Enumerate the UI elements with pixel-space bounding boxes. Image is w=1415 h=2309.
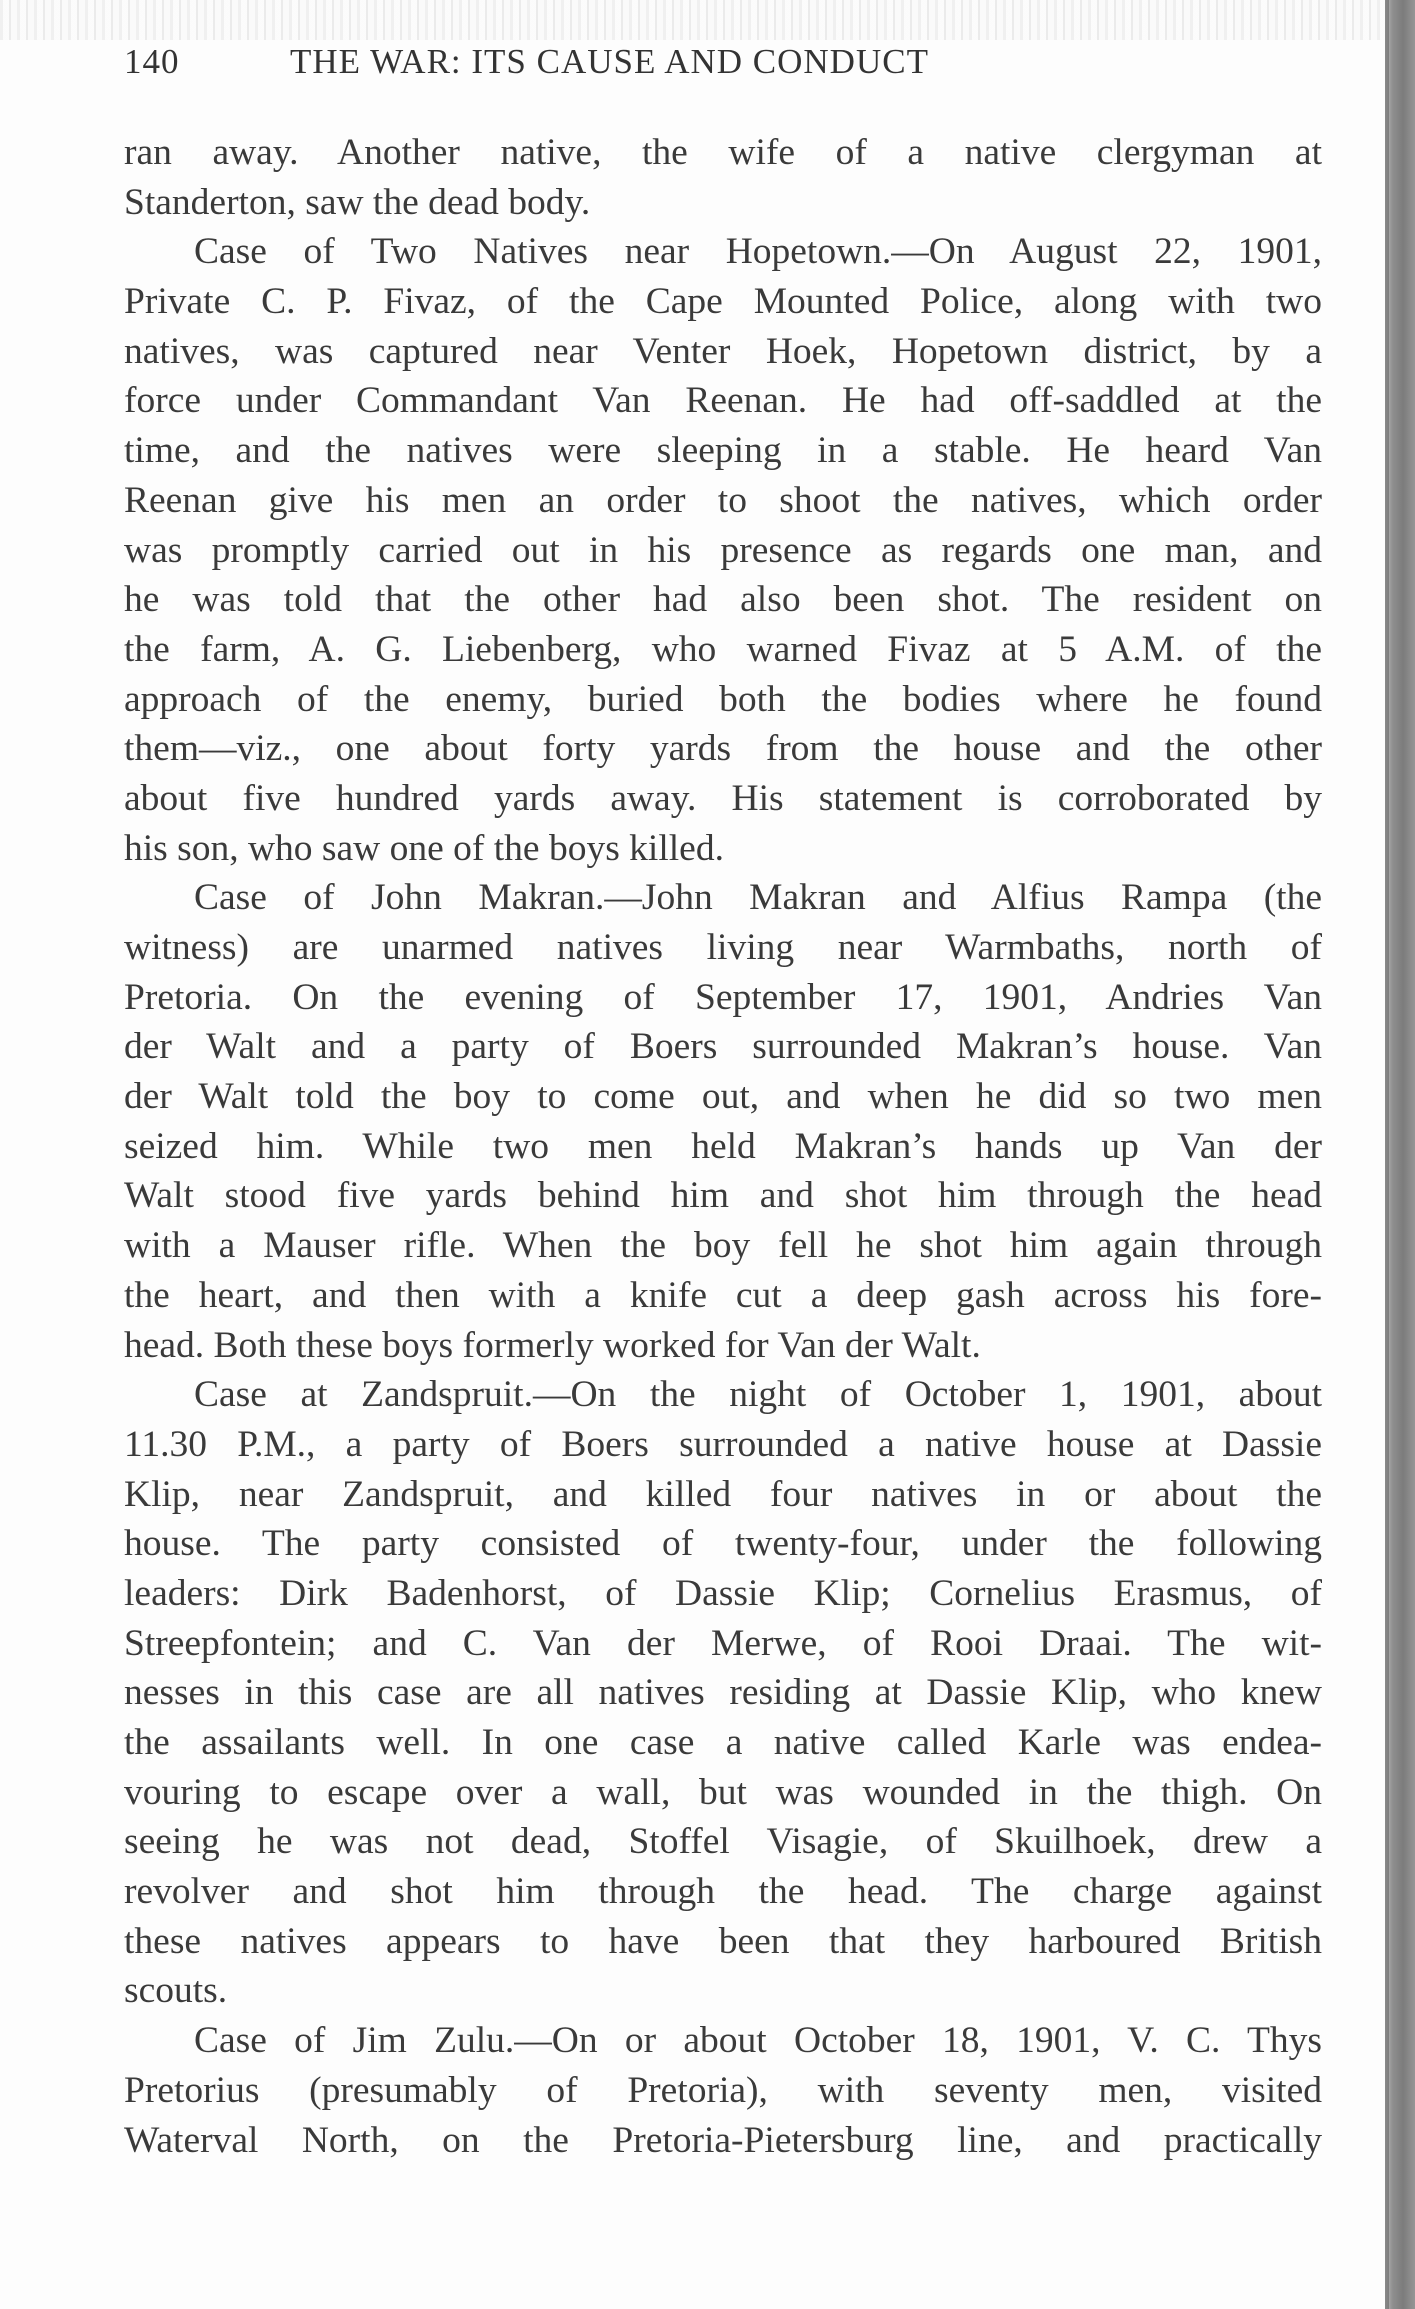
page-edge-line — [1385, 0, 1389, 2309]
text-line: der Walt and a party of Boers surrounded Makran’s house. Van — [124, 1026, 1322, 1068]
text-line: seized him. While two men held Makran’s hands up Van der — [124, 1125, 1322, 1167]
text-line: his son, who saw one of the boys killed. — [124, 827, 724, 869]
text-line: leaders: Dirk Badenhorst, of Dassie Klip; Cornelius Erasmus, of — [124, 1572, 1322, 1614]
text-line: he was told that the other had also been shot. The resident on — [124, 579, 1322, 621]
text-line: Klip, near Zandspruit, and killed four natives in or about the — [124, 1473, 1322, 1515]
page-number: 140 — [124, 42, 180, 81]
text-line: ran away. Another native, the wife of a native clergyman at — [124, 132, 1322, 173]
text-line: revolver and shot him through the head. The charge against — [124, 1871, 1322, 1913]
text-line: Pretoria. On the evening of September 17, 1901, Andries Van — [124, 976, 1322, 1018]
text-line: witness) are unarmed natives living near Warmbaths, north of — [124, 927, 1322, 968]
text-line: was promptly carried out in his presence as regards one man, and — [124, 529, 1322, 571]
text-line: house. The party consisted of twenty-four, under the following — [124, 1523, 1322, 1565]
text-line: these natives appears to have been that they harboured British — [124, 1920, 1322, 1962]
text-line: der Walt told the boy to come out, and when he did so two men — [124, 1076, 1322, 1118]
text-line: approach of the enemy, buried both the bodies where he found — [124, 678, 1322, 720]
text-line: scouts. — [124, 1970, 228, 2012]
scan-noise-top — [0, 0, 1385, 40]
text-line: Standerton, saw the dead body. — [124, 181, 591, 223]
text-line: seeing he was not dead, Stoffel Visagie, of Skuilhoek, drew a — [124, 1821, 1322, 1863]
text-line: vouring to escape over a wall, but was wounded in the thigh. On — [124, 1771, 1322, 1813]
text-line: Waterval North, on the Pretoria-Pietersburg line, and practically — [124, 2119, 1322, 2161]
text-line: Private C. P. Fivaz, of the Cape Mounted Police, along with two — [124, 281, 1322, 323]
text-line: Streepfontein; and C. Van der Merwe, of Rooi Draai. The wit- — [124, 1622, 1322, 1664]
text-line: head. Both these boys formerly worked for Van der Walt. — [124, 1324, 981, 1366]
text-line: Case of Jim Zulu.—On or about October 18, 1901, V. C. Thys — [194, 2020, 1322, 2062]
text-line: the heart, and then with a knife cut a deep gash across his fore- — [124, 1274, 1322, 1316]
page-edge-shadow — [1385, 0, 1415, 2309]
text-line: Case of Two Natives near Hopetown.—On August 22, 1901, — [194, 231, 1322, 273]
text-line: nesses in this case are all natives residing at Dassie Klip, who knew — [124, 1672, 1322, 1714]
text-line: 11.30 P.M., a party of Boers surrounded a native house at Dassie — [124, 1423, 1322, 1465]
text-line: Walt stood five yards behind him and shot him through the head — [124, 1175, 1322, 1217]
running-title: THE WAR: ITS CAUSE AND CONDUCT — [290, 42, 929, 81]
text-line: about five hundred yards away. His statement is corroborated by — [124, 777, 1322, 819]
running-header — [124, 42, 1324, 82]
text-line: Reenan give his men an order to shoot the natives, which order — [124, 479, 1322, 521]
text-line: Case of John Makran.—John Makran and Alfius Rampa (the — [194, 877, 1322, 919]
text-line: Pretorius (presumably of Pretoria), with seventy men, visited — [124, 2069, 1322, 2111]
text-line: force under Commandant Van Reenan. He had off-saddled at the — [124, 380, 1322, 422]
text-line: Case at Zandspruit.—On the night of October 1, 1901, about — [194, 1374, 1322, 1416]
text-line: time, and the natives were sleeping in a stable. He heard Van — [124, 430, 1322, 472]
text-line: natives, was captured near Venter Hoek, Hopetown district, by a — [124, 330, 1322, 372]
text-line: them—viz., one about forty yards from the house and the other — [124, 728, 1322, 770]
body-text — [124, 128, 1322, 2165]
text-line: the assailants well. In one case a native called Karle was endea- — [124, 1722, 1322, 1763]
text-line: the farm, A. G. Liebenberg, who warned Fivaz at 5 A.M. of the — [124, 628, 1322, 670]
text-line: with a Mauser rifle. When the boy fell he shot him again through — [124, 1225, 1322, 1267]
